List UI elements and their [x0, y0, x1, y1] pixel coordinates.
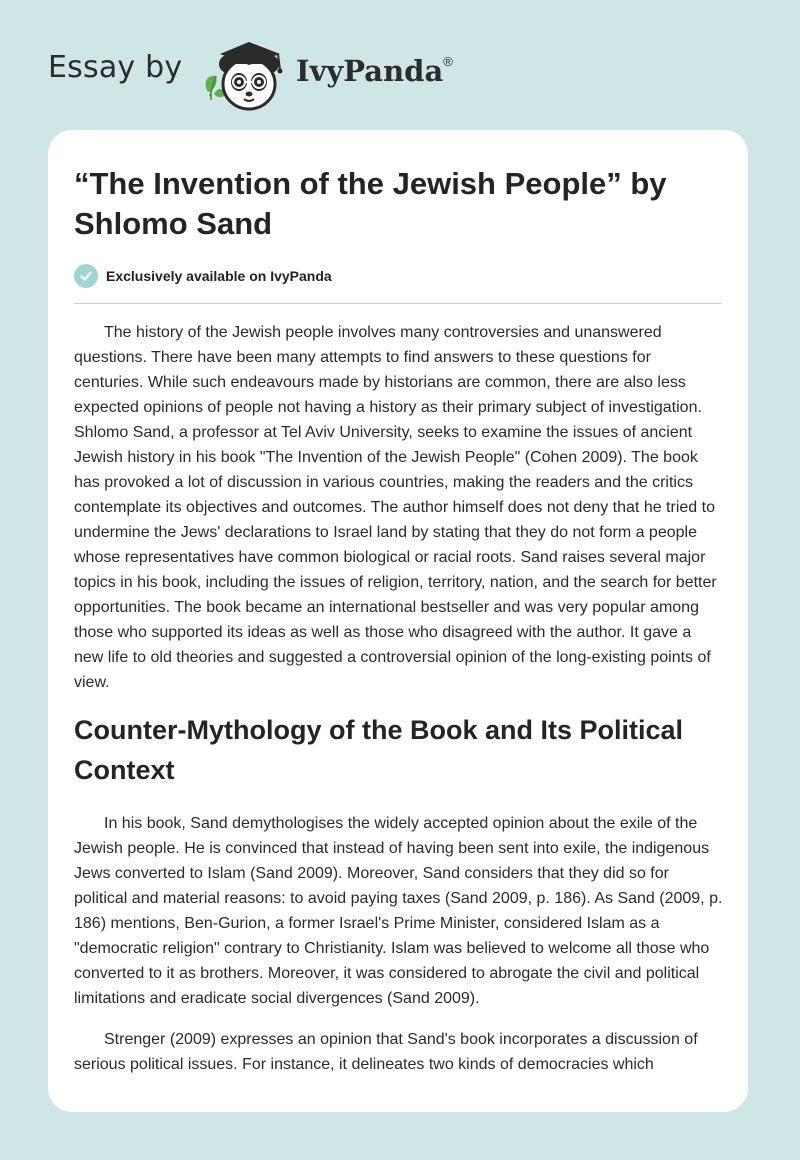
registered-mark: ® — [443, 54, 453, 70]
essay-by-label: Essay by — [48, 50, 183, 85]
panda-graduate-icon[interactable] — [200, 34, 292, 114]
paragraph: In his book, Sand demythologises the widely accepted opinion about the exile of the Jewish people. He is convinced that instead of having been sent into exile, the indigenous Jews converted to Islam (Sand 2009). Moreover, Sand considers that they did so for political and material reasons: to avoid paying taxes (Sand 2009, p. 186). As Sand (2009, p. 186) mentions, Ben-Gurion, a former Israel's Prime Minister, considered Islam as a "democratic religion" contrary to Christianity. Islam was believed to welcome all those who converted to it as brothers. Moreover, it was considered to abrogate the civil and political limitations and eradicate social divergences (Sand 2009). — [74, 815, 723, 1007]
exclusive-badge-text: Exclusively available on IvyPanda — [106, 268, 332, 284]
exclusive-badge — [74, 263, 332, 289]
paragraph: The history of the Jewish people involves many controversies and unanswered questions. There have been many attempts to find answers to these questions for centuries. While such endeavours made by historians are common, there are also less expected opinions of people not having a history as their primary subject of investigation. Shlomo Sand, a professor at Tel Aviv University, seeks to examine the issues of ancient Jewish history in his book "The Invention of the Jewish People" (Cohen 2009). The book has provoked a lot of discussion in various countries, making the readers and the critics contemplate its objectives and outcomes. The author himself does not deny that he tried to undermine the Jews' declarations to Israel land by stating that they do not form a people whose representatives have common biological or racial roots. Sand raises several major topics in his book, including the issues of religion, territory, nation, and the search for better opportunities. The book became an international bestseller and was very popular among those who supported its ideas as well as those who disagreed with the author. It gave a new life to old theories and suggested a controversial opinion of the long-existing points of view. — [74, 324, 717, 691]
article-title: “The Invention of the Jewish People” by Shlomo Sand — [74, 166, 667, 241]
section-heading: Counter-Mythology of the Book and Its Political Context — [74, 715, 684, 785]
brand-name[interactable] — [296, 54, 453, 88]
check-icon — [74, 264, 98, 288]
article-card — [48, 130, 748, 1112]
brand-name-text: IvyPanda — [296, 54, 444, 88]
site-header — [0, 0, 800, 130]
divider — [74, 303, 722, 304]
paragraph: Strenger (2009) expresses an opinion that Sand's book incorporates a discussion of serious political issues. For instance, it delineates two kinds of democracies which — [74, 1031, 698, 1073]
